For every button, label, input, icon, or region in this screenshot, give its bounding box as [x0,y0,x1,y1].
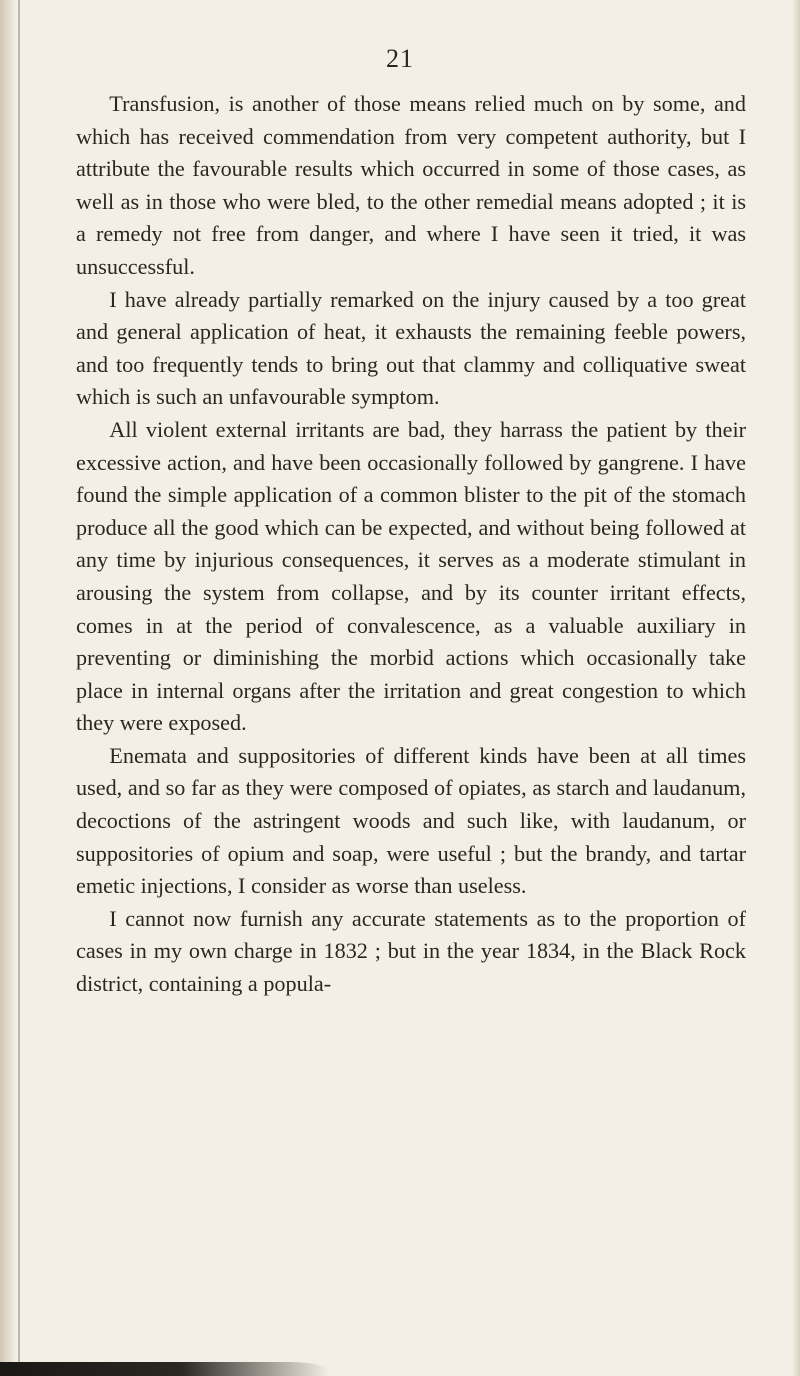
page-left-edge-shadow [0,0,16,1376]
bottom-edge-smudge [0,1362,330,1376]
page-right-edge-shadow [792,0,800,1376]
binding-line [18,0,20,1376]
paragraph-enemata: Enemata and suppositories of different kinds have been at all times used, and so far as they were composed of opiates, as starch and laudanum, decoctions of the astringent woods and such like, with laudanum, or suppositories of opium and soap, were useful ; but the brandy, and tartar emetic injections, I consider as worse than useless. [76,742,746,899]
page-number: 21 [386,44,414,73]
paragraph-irritants: All violent external irritants are bad, they harrass the patient by their excessive action, and have been occasionally followed by gangrene. I have found the simple application of a common blister to the pit of the stomach produce all the good which can be expected, and without being followed at any time by injurious consequences, it serves as a moderate stimulant in arousing the system from collapse, and by its counter irritant effects, comes in at the period of convalescence, as a valuable auxiliary in preventing or diminishing the morbid actions which occasionally take place in internal organs after the irritation and great congestion to which they were exposed. [76,416,746,736]
paragraph-statements: I cannot now furnish any accurate statements as to the proportion of cases in my own charge in 1832 ; but in the year 1834, in the Black Rock district, containing a popula- [76,905,746,997]
body-text [76,88,746,1001]
paragraph-transfusion: Transfusion, is another of those means relied much on by some, and which has received commendation from very competent authority, but I attribute the favourable results which occurred in some of those cases, as well as in those who were bled, to the other remedial means adopted ; it is a remedy not free from danger, and where I have seen it tried, it was unsuccessful. [76,91,746,279]
paragraph-heat: I have already partially remarked on the injury caused by a too great and general application of heat, it exhausts the remaining feeble powers, and too frequently tends to bring out that clammy and colliquative sweat which is such an unfavourable symptom. [76,286,746,410]
